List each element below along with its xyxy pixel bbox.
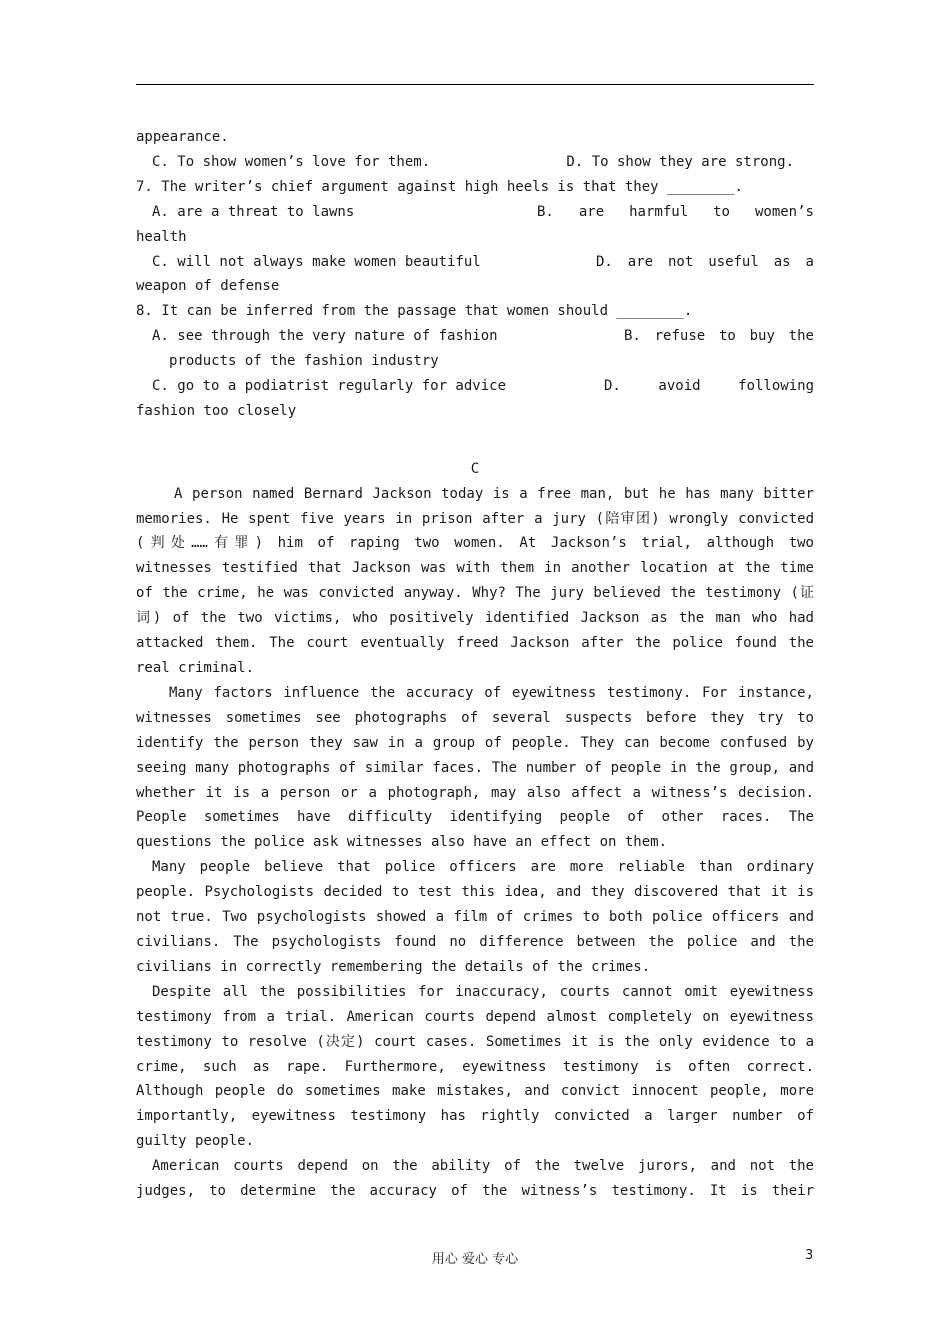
paragraph-line: Although people do sometimes make mistakes, and convict innocent people, more <box>136 1083 814 1100</box>
q7-options-cd <box>136 250 814 275</box>
q7-option-d: D. are not useful as a <box>596 253 814 270</box>
paragraph-line: seeing many photographs of similar faces. The number of people in the group, and <box>136 759 814 776</box>
paragraph-1 <box>136 482 814 681</box>
paragraph-line: guilty people. <box>136 1133 255 1150</box>
paragraph-line: memories. He spent five years in prison after a jury (陪审团) wrongly convicted <box>136 510 814 527</box>
paragraph-2 <box>136 681 814 855</box>
q7-option-d-tail: weapon of defense <box>136 278 280 295</box>
paragraph-line: crime, such as rape. Furthermore, eyewitness testimony is often correct. <box>136 1058 814 1075</box>
paragraph-line: real criminal. <box>136 660 255 677</box>
q6-option-c: C. To show women’s love for them. <box>152 153 431 170</box>
q8-stem: 8. It can be inferred from the passage that women should ________. <box>136 303 693 320</box>
section-label: C <box>470 460 480 477</box>
q8-options-cd <box>136 374 814 399</box>
paragraph-line: attacked them. The court eventually freed Jackson after the police found the <box>136 635 814 652</box>
paragraph-line: testimony to resolve (决定) court cases. Sometimes it is the only evidence to a <box>136 1033 814 1050</box>
paragraph-line: Many factors influence the accuracy of eyewitness testimony. For instance, <box>169 684 814 701</box>
q8-option-a: A. see through the very nature of fashion <box>152 328 498 345</box>
q7-stem: 7. The writer’s chief argument against high heels is that they ________. <box>136 178 743 195</box>
paragraph-3 <box>136 855 814 980</box>
paragraph-line: whether it is a person or a photograph, may also affect a witness’s decision. <box>136 784 814 801</box>
paragraph-line: testimony from a trial. American courts depend almost completely on eyewitness <box>136 1008 814 1025</box>
q6-tail: appearance. <box>136 129 229 145</box>
q8-option-b: B. refuse to buy the <box>624 328 814 345</box>
paragraph-line: identify the person they saw in a group of people. They can become confused by <box>136 734 814 751</box>
paragraph-line: not true. Two psychologists showed a film of crimes to both police officers and <box>136 909 814 926</box>
q8-option-d: D. avoid following <box>604 378 814 395</box>
q7-option-b-tail: health <box>136 228 187 245</box>
paragraph-4 <box>136 980 814 1154</box>
paragraph-line: People sometimes have difficulty identifying people of other races. The <box>136 809 814 826</box>
paragraph-line: importantly, eyewitness testimony has rightly convicted a larger number of <box>136 1108 814 1125</box>
q7-options-ab <box>136 200 814 225</box>
q7-option-c: C. will not always make women beautiful <box>152 253 481 270</box>
q8-option-b-tail: products of the fashion industry <box>169 353 439 370</box>
paragraph-line: of the crime, he was convicted anyway. Why? The jury believed the testimony (证 <box>136 585 814 602</box>
paragraph-line: questions the police ask witnesses also have an effect on them. <box>136 834 668 851</box>
paragraph-line: Despite all the possibilities for inaccuracy, courts cannot omit eyewitness <box>152 983 814 1000</box>
paragraph-line: witnesses testified that Jackson was with them in another location at the time <box>136 560 814 577</box>
paragraph-line: civilians in correctly remembering the details of the crimes. <box>136 958 651 975</box>
q8-options-ab <box>136 324 814 349</box>
paragraph-line: 词) of the two victims, who positively identified Jackson as the man who had <box>136 610 814 627</box>
paragraph-line: A person named Bernard Jackson today is a free man, but he has many bitter <box>174 485 814 502</box>
footer-motto: 用心 爱心 专心 <box>431 1252 519 1267</box>
q7-option-a: A. are a threat to lawns <box>152 203 355 220</box>
header-rule <box>136 84 814 85</box>
page-number: 3 <box>805 1248 814 1263</box>
q6-option-d: D. To show they are strong. <box>566 153 794 170</box>
document-body <box>136 125 814 1204</box>
paragraph-line: (判处……有罪) him of raping two women. At Jackson’s trial, although two <box>136 535 814 552</box>
q6-options-cd <box>136 150 814 175</box>
paragraph-line: civilians. The psychologists found no difference between the police and the <box>136 933 814 950</box>
paragraph-5 <box>136 1154 814 1204</box>
q8-option-c: C. go to a podiatrist regularly for advice <box>152 378 507 395</box>
paragraph-line: American courts depend on the ability of the twelve jurors, and not the <box>152 1158 814 1175</box>
paragraph-line: Many people believe that police officers are more reliable than ordinary <box>152 859 814 876</box>
paragraph-line: people. Psychologists decided to test this idea, and they discovered that it is <box>136 884 814 901</box>
q8-option-d-tail: fashion too closely <box>136 402 297 419</box>
paragraph-line: witnesses sometimes see photographs of several suspects before they try to <box>136 709 814 726</box>
q7-option-b: B. are harmful to women’s <box>537 203 814 220</box>
paragraph-line: judges, to determine the accuracy of the witness’s testimony. It is their <box>136 1183 814 1200</box>
